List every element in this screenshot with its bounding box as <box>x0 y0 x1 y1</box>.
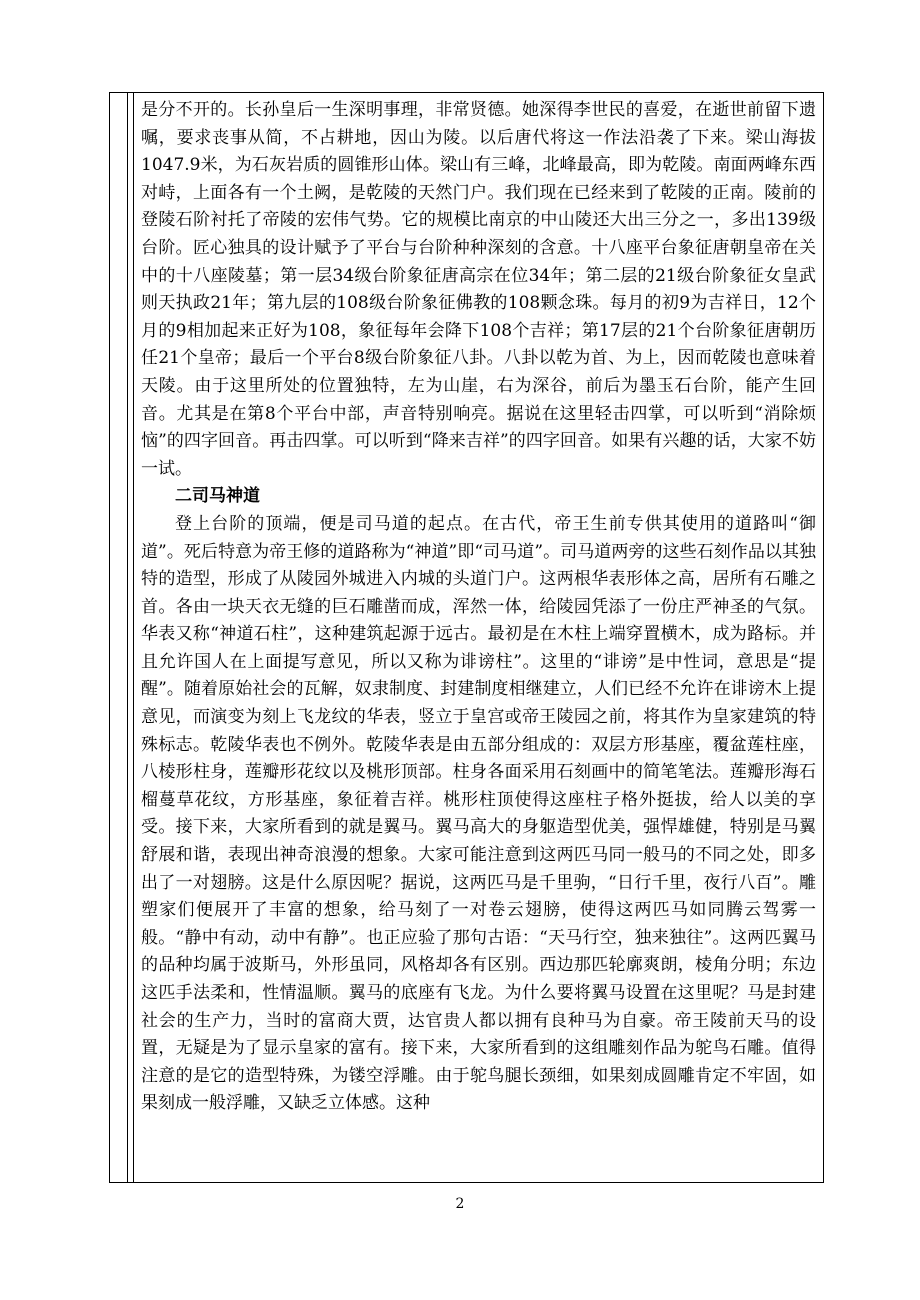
table-column-divider <box>127 92 128 1183</box>
page-number: 2 <box>455 1196 465 1212</box>
section-heading-sima-road: 二司马神道 <box>175 486 260 507</box>
document-body <box>141 97 816 1118</box>
table-column-divider <box>133 92 134 1183</box>
paragraph-qianling-steps: 是分不开的。长孙皇后一生深明事理，非常贤德。她深得李世民的喜爱，在逝世前留下遗嘱，要求丧事从简，不占耕地，因山为陵。以后唐代将这一作法沿袭了下来。梁山海拔1047.9米，为石灰岩质的圆锥形山体。梁山有三峰，北峰最高，即为乾陵。南面两峰东西对峙，上面各有一个土阙，是乾陵的天然门户。我们现在已经来到了乾陵的正南。陵前的登陵石阶衬托了帝陵的宏伟气势。它的规模比南京的中山陵还大出三分之一，多出139级台阶。匠心独具的设计赋予了平台与台阶种种深刻的含意。十八座平台象征唐朝皇帝在关中的十八座陵墓；第一层34级台阶象征唐高宗在位34年；第二层的21级台阶象征女皇武则天执政21年；第九层的108级台阶象征佛教的108颗念珠。每月的初9为吉祥日，12个月的9相加起来正好为108，象征每年会降下108个吉祥；第17层的21个台阶象征唐朝历任21个皇帝；最后一个平台8级台阶象征八卦。八卦以乾为首、为上，因而乾陵也意味着天陵。由于这里所处的位置独特，左为山崖，右为深谷，前后为墨玉石台阶，能产生回音。尤其是在第8个平台中部，声音特别响亮。据说在这里轻击四掌，可以听到“消除烦恼”的四字回音。再击四掌。可以听到“降来吉祥”的四字回音。如果有兴趣的话，大家不妨一试。 <box>141 100 816 479</box>
paragraph-sima-road: 登上台阶的顶端，便是司马道的起点。在古代，帝王生前专供其使用的道路叫“御道”。死后特意为帝王修的道路称为“神道”即“司马道”。司马道两旁的这些石刻作品以其独特的造型，形成了从陵园外城进入内城的头道门户。这两根华表形体之高，居所有石雕之首。各由一块天衣无缝的巨石雕凿而成，浑然一体，给陵园凭添了一份庄严神圣的气氛。华表又称“神道石柱”，这种建筑起源于远古。最初是在木柱上端穿置横木，成为路标。并且允许国人在上面提写意见，所以又称为诽谤柱”。这里的“诽谤”是中性词，意思是“提醒”。随着原始社会的瓦解，奴隶制度、封建制度相继建立，人们已经不允许在诽谤木上提意见，而演变为刻上飞龙纹的华表，竖立于皇宫或帝王陵园之前，将其作为皇家建筑的特殊标志。乾陵华表也不例外。乾陵华表是由五部分组成的：双层方形基座，覆盆莲柱座，八棱形柱身，莲瓣形花纹以及桃形顶部。柱身各面采用石刻画中的简笔笔法。莲瓣形海石榴蔓草花纹，方形基座，象征着吉祥。桃形柱顶使得这座柱子格外挺拔，给人以美的享受。接下来，大家所看到的就是翼马。翼马高大的身躯造型优美，强悍雄健，特别是马翼舒展和谐，表现出神奇浪漫的想象。大家可能注意到这两匹马同一般马的不同之处，即多出了一对翅膀。这是什么原因呢？据说，这两匹马是千里驹，“日行千里，夜行八百”。雕塑家们便展开了丰富的想象，给马刻了一对卷云翅膀，使得这两匹马如同腾云驾雾一般。“静中有动，动中有静”。也正应验了那句古语：“天马行空，独来独往”。这两匹翼马的品种均属于波斯马，外形虽同，风格却各有区别。西边那匹轮廓爽朗，棱角分明；东边这匹手法柔和，性情温顺。翼马的底座有飞龙。为什么要将翼马设置在这里呢？马是封建社会的生产力，当时的富商大贾，达官贵人都以拥有良种马为自豪。帝王陵前天马的设置，无疑是为了显示皇家的富有。接下来，大家所看到的这组雕刻作品为鸵鸟石雕。值得注意的是它的造型特殊，为镂空浮雕。由于鸵鸟腿长颈细，如果刻成圆雕肯定不牢固，如果刻成一般浮雕，又缺乏立体感。这种 <box>141 513 816 1114</box>
